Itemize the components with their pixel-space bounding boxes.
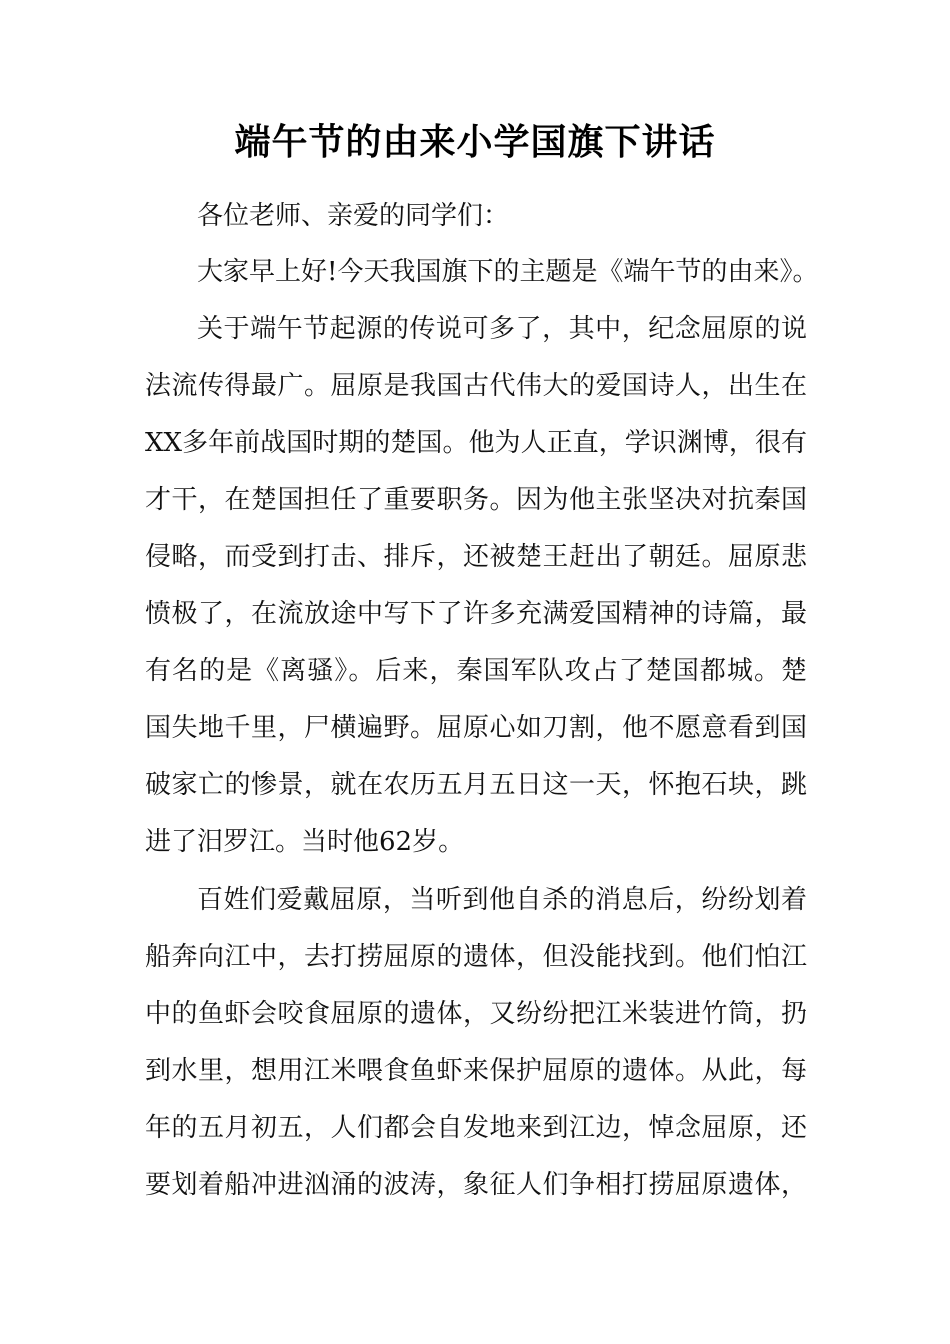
paragraph-line: XX多年前战国时期的楚国。他为人正直，学识渊博，很有 <box>145 428 807 458</box>
paragraph-line: 到水里，想用江米喂食鱼虾来保护屈原的遗体。从此，每 <box>145 1056 807 1086</box>
paragraph-line: 进了汨罗江。当时他62岁。 <box>145 827 465 857</box>
paragraph-line: 国失地千里，尸横遍野。屈原心如刀割，他不愿意看到国 <box>145 713 807 743</box>
greeting-line: 各位老师、亲爱的同学们： <box>197 201 510 231</box>
paragraph-line: 关于端午节起源的传说可多了，其中，纪念屈原的说 <box>197 314 807 344</box>
paragraph-line: 破家亡的惨景，就在农历五月五日这一天，怀抱石块，跳 <box>145 770 807 800</box>
paragraph-line: 要划着船冲进汹涌的波涛，象征人们争相打捞屈原遗体， <box>145 1170 807 1200</box>
paragraph-line: 百姓们爱戴屈原，当听到他自杀的消息后，纷纷划着 <box>197 885 807 915</box>
paragraph-line: 法流传得最广。屈原是我国古代伟大的爱国诗人，出生在 <box>145 371 807 401</box>
paragraph-line: 才干，在楚国担任了重要职务。因为他主张坚决对抗秦国 <box>145 485 807 515</box>
paragraph-line: 愤极了，在流放途中写下了许多充满爱国精神的诗篇，最 <box>145 599 807 629</box>
paragraph-line: 有名的是《离骚》。后来，秦国军队攻占了楚国都城。楚 <box>145 656 807 686</box>
paragraph-line: 大家早上好!今天我国旗下的主题是《端午节的由来》。 <box>197 257 819 287</box>
paragraph-line: 中的鱼虾会咬食屈原的遗体，又纷纷把江米装进竹筒，扔 <box>145 999 807 1029</box>
paragraph-line: 侵略，而受到打击、排斥，还被楚王赶出了朝廷。屈原悲 <box>145 542 807 572</box>
document-title: 端午节的由来小学国旗下讲话 <box>234 122 716 163</box>
paragraph-line: 年的五月初五，人们都会自发地来到江边，悼念屈原，还 <box>145 1113 807 1143</box>
paragraph-line: 船奔向江中，去打捞屈原的遗体，但没能找到。他们怕江 <box>145 942 807 972</box>
